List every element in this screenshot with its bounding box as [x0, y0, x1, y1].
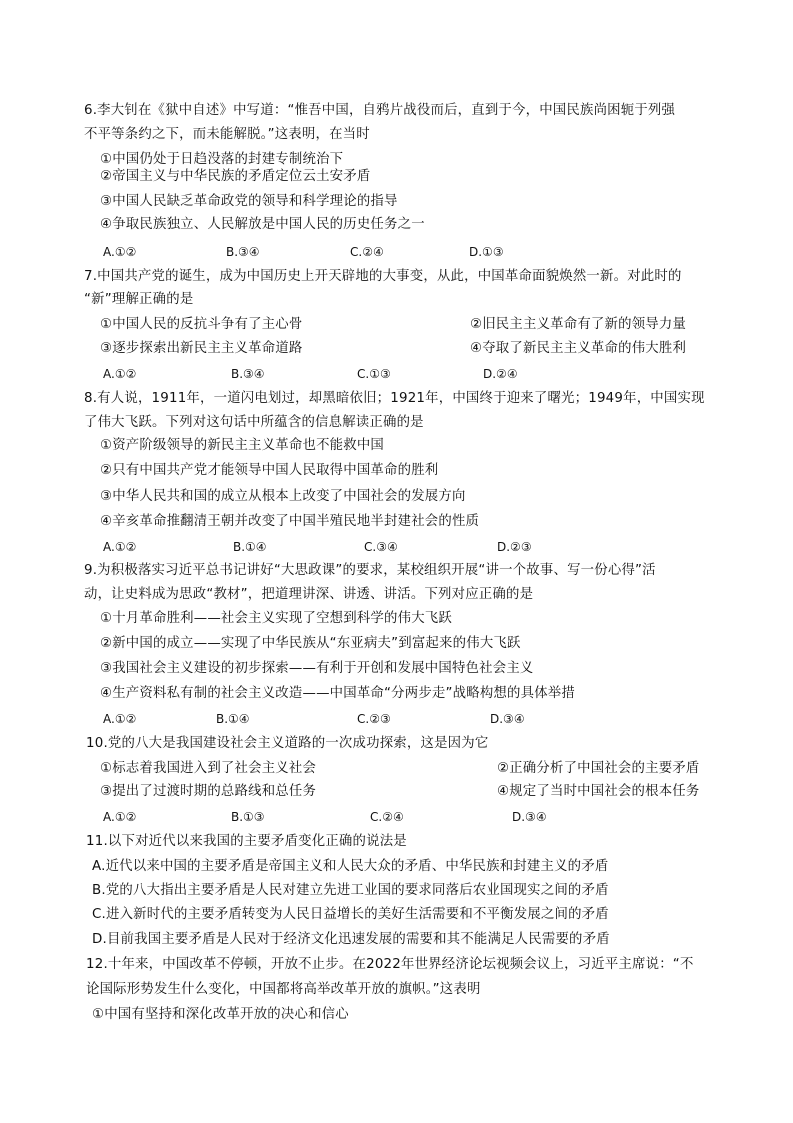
q7-item-4: ④夺取了新民主主义革命的伟大胜利	[470, 341, 687, 356]
q8-stem-line2: 了伟大飞跃。下列对这句话中所蕴含的信息解读正确的是	[84, 415, 424, 430]
q8-item-4: ④辛亥革命推翻清王朝并改变了中国半殖民地半封建社会的性质	[100, 514, 480, 529]
q6-option-c: C.②④	[350, 245, 384, 259]
q11-choice-b: B.党的八大指出主要矛盾是人民对建立先进工业国的要求同落后农业国现实之间的矛盾	[92, 883, 609, 898]
q7-option-a: A.①②	[103, 367, 137, 381]
q10-option-a: A.①②	[103, 810, 137, 824]
q10-stem-line1: 10.党的八大是我国建设社会主义道路的一次成功探索，这是因为它	[86, 736, 489, 751]
q12-stem-line2: 论国际形势发生什么变化，中国都将高举改革开放的旗帜。”这表明	[86, 982, 481, 997]
q7-option-d: D.②④	[483, 367, 518, 381]
q9-option-b: B.①④	[216, 712, 250, 726]
q9-item-1: ①十月革命胜利——社会主义实现了空想到科学的伟大飞跃	[100, 611, 452, 626]
q12-item-1: ①中国有坚持和深化改革开放的决心和信心	[92, 1007, 349, 1022]
q6-option-a: A.①②	[103, 245, 137, 259]
q8-item-3: ③中华人民共和国的成立从根本上改变了中国社会的发展方向	[100, 489, 466, 504]
q7-item-2: ②旧民主主义革命有了新的领导力量	[470, 317, 687, 332]
q11-stem-line1: 11.以下对近代以来我国的主要矛盾变化正确的说法是	[86, 834, 407, 849]
q6-item-4: ④争取民族独立、人民解放是中国人民的历史任务之一	[100, 217, 425, 232]
q8-item-2: ②只有中国共产党才能领导中国人民取得中国革命的胜利	[100, 463, 439, 478]
q6-stem-line2: 不平等条约之下，而未能解脱。”这表明，在当时	[84, 127, 370, 142]
q11-choice-a: A.近代以来中国的主要矛盾是帝国主义和人民大众的矛盾、中华民族和封建主义的矛盾	[92, 859, 609, 874]
q6-item-1: ①中国仍处于日趋没落的封建专制统治下	[100, 152, 344, 167]
q10-item-4: ④规定了当时中国社会的根本任务	[497, 784, 700, 799]
q10-item-1: ①标志着我国进入到了社会主义社会	[100, 761, 317, 776]
q9-item-3: ③我国社会主义建设的初步探索——有利于开创和发展中国特色社会主义	[100, 661, 534, 676]
q6-option-b: B.③④	[226, 245, 260, 259]
q10-item-3: ③提出了过渡时期的总路线和总任务	[100, 784, 317, 799]
q8-option-c: C.③④	[364, 540, 398, 554]
q10-option-c: C.②④	[370, 810, 404, 824]
q7-stem-line1: 7.中国共产党的诞生，成为中国历史上开天辟地的大事变，从此，中国革命面貌焕然一新。对此时的	[84, 269, 682, 284]
q6-item-3: ③中国人民缺乏革命政党的领导和科学理论的指导	[100, 194, 398, 209]
q9-stem-line2: 动，让史料成为思政“教材”，把道理讲深、讲透、讲活。下列对应正确的是	[84, 587, 534, 602]
q7-item-1: ①中国人民的反抗斗争有了主心骨	[100, 317, 303, 332]
q8-option-b: B.①④	[233, 540, 267, 554]
q7-stem-line2: “新”理解正确的是	[84, 292, 194, 307]
q9-item-2: ②新中国的成立——实现了中华民族从“东亚病夫”到富起来的伟大飞跃	[100, 636, 521, 651]
q7-option-b: B.③④	[231, 367, 265, 381]
q6-option-d: D.①③	[469, 245, 504, 259]
q12-stem-line1: 12.十年来，中国改革不停顿，开放不止步。在2022年世界经济论坛视频会议上，习近平主席说：“不	[86, 957, 694, 972]
q9-option-d: D.③④	[490, 712, 525, 726]
q9-option-a: A.①②	[103, 712, 137, 726]
q7-item-3: ③逐步探索出新民主主义革命道路	[100, 341, 303, 356]
q10-option-d: D.③④	[512, 810, 547, 824]
q9-stem-line1: 9.为积极落实习近平总书记讲好“大思政课”的要求，某校组织开展“讲一个故事、写一份心得”活	[84, 563, 656, 578]
q9-item-4: ④生产资料私有制的社会主义改造——中国革命“分两步走”战略构想的具体举措	[100, 686, 575, 701]
q10-item-2: ②正确分析了中国社会的主要矛盾	[497, 761, 700, 776]
q6-item-2: ②帝国主义与中华民族的矛盾定位云土安矛盾	[100, 169, 371, 184]
q10-option-b: B.①③	[231, 810, 265, 824]
q6-stem-line1: 6.李大钊在《狱中自述》中写道：“惟吾中国，自鸦片战役而后，直到于今，中国民族尚困轭于列强	[84, 103, 676, 118]
q11-choice-c: C.进入新时代的主要矛盾转变为人民日益增长的美好生活需要和不平衡发展之间的矛盾	[92, 907, 609, 922]
q8-option-a: A.①②	[103, 540, 137, 554]
q7-option-c: C.①③	[357, 367, 391, 381]
q11-choice-d: D.目前我国主要矛盾是人民对于经济文化迅速发展的需要和其不能满足人民需要的矛盾	[92, 932, 610, 947]
q8-item-1: ①资产阶级领导的新民主主义革命也不能救中国	[100, 438, 385, 453]
q8-stem-line1: 8.有人说，1911年，一道闪电划过，却黑暗依旧；1921年，中国终于迎来了曙光；1949年，中国实现	[84, 391, 705, 406]
q9-option-c: C.②③	[357, 712, 391, 726]
q8-option-d: D.②③	[497, 540, 532, 554]
